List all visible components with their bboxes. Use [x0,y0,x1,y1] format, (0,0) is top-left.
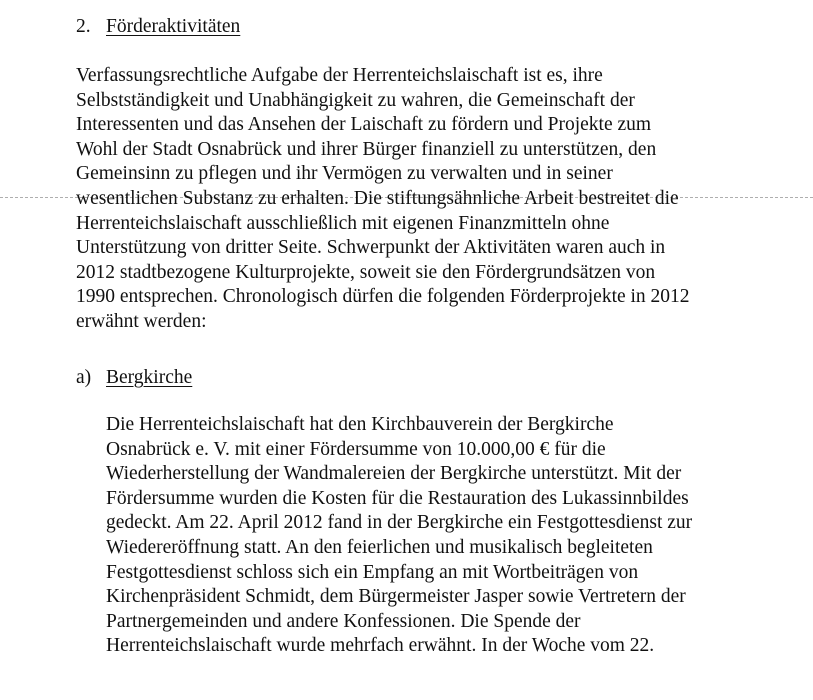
paragraph-line: Fördersumme wurden die Kosten für die Restauration des Lukassinnbildes [106,487,689,509]
section-paragraph [76,64,690,335]
subsection-label: a) [76,367,92,388]
paragraph-line: Die Herrenteichslaischaft hat den Kirchbauverein der Bergkirche [106,414,614,435]
paragraph-line: Selbstständigkeit und Unabhängigkeit zu wahren, die Gemeinschaft der [76,89,635,111]
paragraph-line: Festgottesdienst schloss sich ein Empfang an mit Wortbeiträgen von [106,561,639,583]
paragraph-line: 1990 entsprechen. Chronologisch dürfen die folgenden Förderprojekte in 2012 [76,286,690,308]
paragraph-line: 2012 stadtbezogene Kulturprojekte, soweit sie den Fördergrundsätzen von [76,261,656,283]
paragraph-line: Verfassungsrechtliche Aufgabe der Herrenteichslaischaft ist es, ihre [76,65,603,86]
paragraph-line: Wiederherstellung der Wandmalereien der Bergkirche unterstützt. Mit der [106,463,682,485]
paragraph-line: Gemeinsinn zu pflegen und ihr Vermögen zu verwalten und in seiner [76,163,613,185]
paragraph-line: Wohl der Stadt Osnabrück und ihrer Bürger finanziell zu unterstützen, den [76,138,657,160]
section-number: 2. [76,16,91,37]
subsection-title: Bergkirche [106,367,193,388]
paragraph-line: Interessenten und das Ansehen der Laischaft zu fördern und Projekte zum [76,114,652,136]
paragraph-line: Osnabrück e. V. mit einer Fördersumme von 10.000,00 € für die [106,438,606,460]
section-heading [76,15,240,39]
paragraph-line: Herrenteichslaischaft ausschließlich mit eigenen Finanzmitteln ohne [76,212,610,234]
subsection-paragraph [106,413,692,659]
paragraph-line: Unterstützung von dritter Seite. Schwerpunkt der Aktivitäten waren auch in [76,237,666,259]
paragraph-line: Partnergemeinden und andere Konfessionen. Die Spende der [106,610,581,632]
subsection-heading [76,366,192,390]
paragraph-line: wesentlichen Substanz zu erhalten. Die stiftungsähnliche Arbeit bestreitet die [76,187,679,209]
paragraph-line: erwähnt werden: [76,310,207,332]
paragraph-line: Herrenteichslaischaft wurde mehrfach erwähnt. In der Woche vom 22. [106,635,655,657]
paragraph-line: Wiedereröffnung statt. An den feierlichen und musikalisch begleiteten [106,536,653,558]
section-title: Förderaktivitäten [106,16,241,37]
paragraph-line: Kirchenpräsident Schmidt, dem Bürgermeister Jasper sowie Vertretern der [106,586,686,608]
paragraph-line: gedeckt. Am 22. April 2012 fand in der Bergkirche ein Festgottesdienst zur [106,512,693,534]
